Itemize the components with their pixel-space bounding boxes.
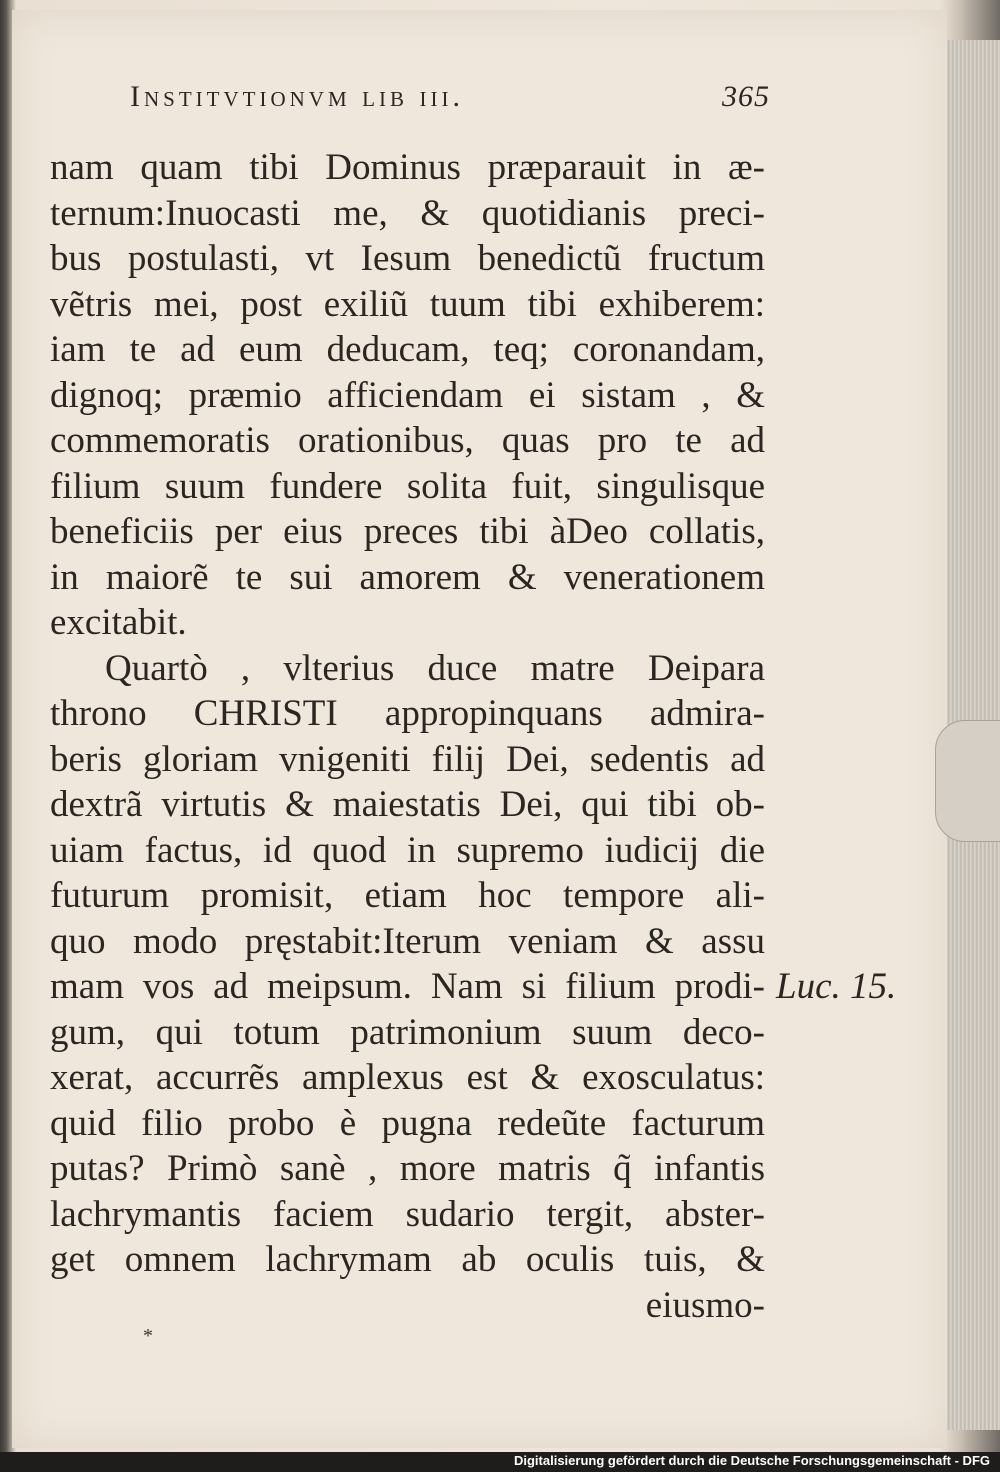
text-line: uiam factus, id quod in supremo iudicij die	[50, 829, 765, 871]
text-line: ternum:Inuocasti me, & quotidianis preci-	[50, 192, 765, 234]
text-line: commemoratis orationibus, quas pro te ad	[50, 420, 765, 461]
ornament-mark: *	[143, 1325, 153, 1347]
text-line: beris gloriam vnigeniti filij Dei, sedentis ad	[50, 738, 765, 780]
text-line: dignoq; præmio afficiendam ei sistam , &	[50, 374, 765, 416]
paragraph-start-line: Quartò , vlterius duce matre Deipara	[105, 647, 765, 689]
text-line: throno CHRISTI appropinquans admira-	[50, 693, 765, 734]
text-line: futurum promisit, etiam hoc tempore ali-	[50, 875, 765, 916]
text-line: lachrymantis faciem sudario tergit, abster-	[50, 1193, 765, 1235]
running-title: Institvtionvm lib iii.	[130, 80, 464, 113]
text-line: putas? Primò sanè , more matris q̃ infantis	[50, 1148, 765, 1189]
text-line: iam te ad eum deducam, teq; coronandam,	[50, 329, 765, 370]
text-line: vẽtris mei, post exiliũ tuum tibi exhiberem:	[50, 283, 765, 325]
running-header	[130, 80, 770, 120]
text-line: bus postulasti, vt Iesum benedictũ fructum	[50, 238, 765, 279]
footer-credit: Digitalisierung gefördert durch die Deutsche Forschungsgemeinschaft - DFG	[513, 1453, 990, 1468]
clasp-tab	[935, 720, 1000, 842]
page-number: 365	[722, 80, 770, 113]
text-line: beneficiis per eius preces tibi àDeo collatis,	[50, 511, 765, 552]
text-line: in maiorẽ te sui amorem & venerationem	[50, 556, 765, 598]
text-line: dextrã virtutis & maiestatis Dei, qui tibi ob-	[50, 784, 765, 825]
margin-note: Luc. 15.	[776, 966, 897, 1007]
text-line: excitabit.	[50, 602, 187, 643]
text-line: mam vos ad meipsum. Nam si filium prodi-	[50, 966, 765, 1007]
text-line: filium suum fundere solita fuit, singulisque	[50, 465, 765, 507]
text-line: xerat, accurrẽs amplexus est & exosculatus:	[50, 1057, 765, 1098]
text-line: nam quam tibi Dominus præparauit in æ-	[50, 147, 765, 188]
text-line: gum, qui totum patrimonium suum deco-	[50, 1011, 765, 1053]
text-line: quo modo pręstabit:Iterum veniam & assu	[50, 920, 765, 962]
text-line: quid filio probo è pugna redeũte facturum	[50, 1102, 765, 1144]
body-text	[50, 145, 765, 1328]
text-line: get omnem lachrymam ab oculis tuis, &	[50, 1239, 765, 1280]
catchword: eiusmo-	[645, 1284, 765, 1326]
